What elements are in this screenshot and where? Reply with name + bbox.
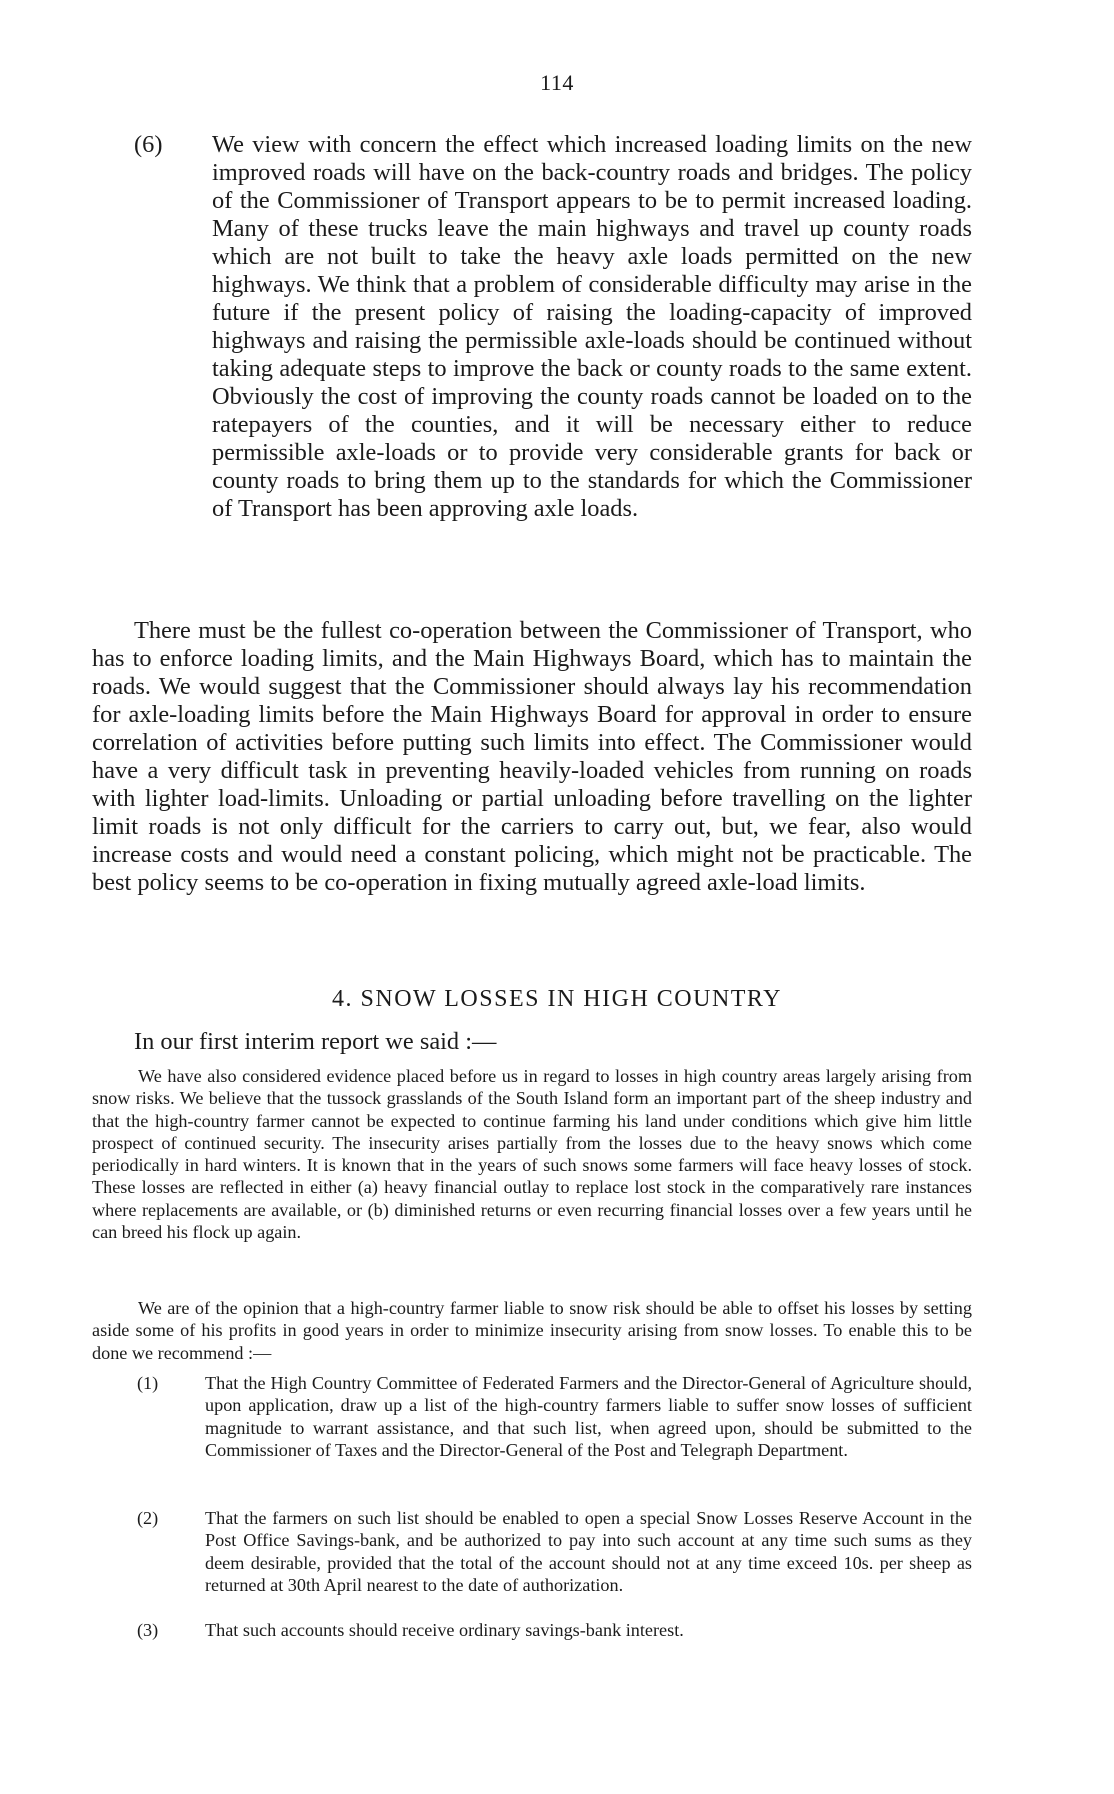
section-heading: 4. SNOW LOSSES IN HIGH COUNTRY bbox=[332, 986, 782, 1012]
recommendation-text: That such accounts should receive ordinary savings-bank interest. bbox=[205, 1620, 684, 1640]
recommendation-text: That the farmers on such list should be enabled to open a special Snow Losses Reserve Account in the Post Office Savings-bank, and be authorized to pay into such account at any time such sums as they deem desirable, provided that the total of the account should not at any time exceed 10s. per sheep as returned at 30th April nearest to the date of authorization. bbox=[205, 1508, 972, 1595]
recommendation-2 bbox=[137, 1507, 972, 1596]
recommendation-3 bbox=[137, 1619, 972, 1641]
recommendation-number: (2) bbox=[137, 1508, 159, 1528]
quoted-paragraph-1: We have also considered evidence placed before us in regard to losses in high country areas largely arising from snow risks. We believe that the tussock grasslands of the South Island form an important part of the sheep industry and that the high-country farmer cannot be expected to continue farming his land under conditions which give him little prospect of continued security. The insecurity arises partially from the losses due to the heavy snows which come periodically in hard winters. It is known that in the years of such snows some farmers will face heavy losses of stock. These losses are reflected in either (a) heavy financial outlay to replace lost stock in the comparatively rare instances where replacements are available, or (b) diminished returns or even recurring financial losses over a few years until he can breed his flock up again. bbox=[92, 1066, 972, 1243]
recommendation-text: That the High Country Committee of Federated Farmers and the Director-General of Agriculture should, upon application, draw up a list of the high-country farmers liable to suffer snow losses of sufficient magnitude to warrant assistance, and that such list, when agreed upon, should be submitted to the Commissioner of Taxes and the Director-General of the Post and Telegraph Department. bbox=[205, 1373, 972, 1460]
numbered-paragraph-6 bbox=[134, 131, 972, 523]
cooperation-paragraph: There must be the fullest co-operation between the Commissioner of Transport, who has to enforce loading limits, and the Main Highways Board, which has to maintain the roads. We would suggest that the Commissioner should always lay his recommendation for axle-loading limits before the Main Highways Board for approval in order to ensure correlation of activities before putting such limits into effect. The Commissioner would have a very difficult task in preventing heavily-loaded vehicles from running on roads with lighter load-limits. Unloading or partial unloading before travelling on the lighter limit roads is not only difficult for the carriers to carry out, but, we fear, also would increase costs and would need a constant policing, which might not be practicable. The best policy seems to be co-operation in fixing mutually agreed axle-load limits. bbox=[92, 617, 972, 896]
recommendation-1 bbox=[137, 1372, 972, 1461]
recommendation-number: (1) bbox=[137, 1373, 159, 1393]
paragraph-number: (6) bbox=[134, 131, 163, 158]
section-intro: In our first interim report we said :— bbox=[134, 1028, 497, 1055]
recommendation-number: (3) bbox=[137, 1620, 159, 1640]
quoted-paragraph-2: We are of the opinion that a high-country farmer liable to snow risk should be able to offset his losses by setting aside some of his profits in good years in order to minimize insecurity arising from snow losses. To enable this to be done we recommend :— bbox=[92, 1298, 972, 1363]
page-number: 114 bbox=[540, 70, 574, 95]
paragraph-text: We view with concern the effect which increased loading limits on the new improved roads will have on the back-country roads and bridges. The policy of the Commissioner of Transport appears to be to permit increased loading. Many of these trucks leave the main highways and travel up county roads which are not built to take the heavy axle loads permitted on the new highways. We think that a problem of considerable difficulty may arise in the future if the present policy of raising the loading-capacity of improved highways and raising the permissible axle-loads should be continued without taking adequate steps to improve the back or county roads to the same extent. Obviously the cost of improving the county roads cannot be loaded on to the ratepayers of the counties, and it will be necessary either to reduce permissible axle-loads or to provide very considerable grants for back or county roads to bring them up to the standards for which the Commissioner of Transport has been approving axle loads. bbox=[212, 131, 972, 522]
